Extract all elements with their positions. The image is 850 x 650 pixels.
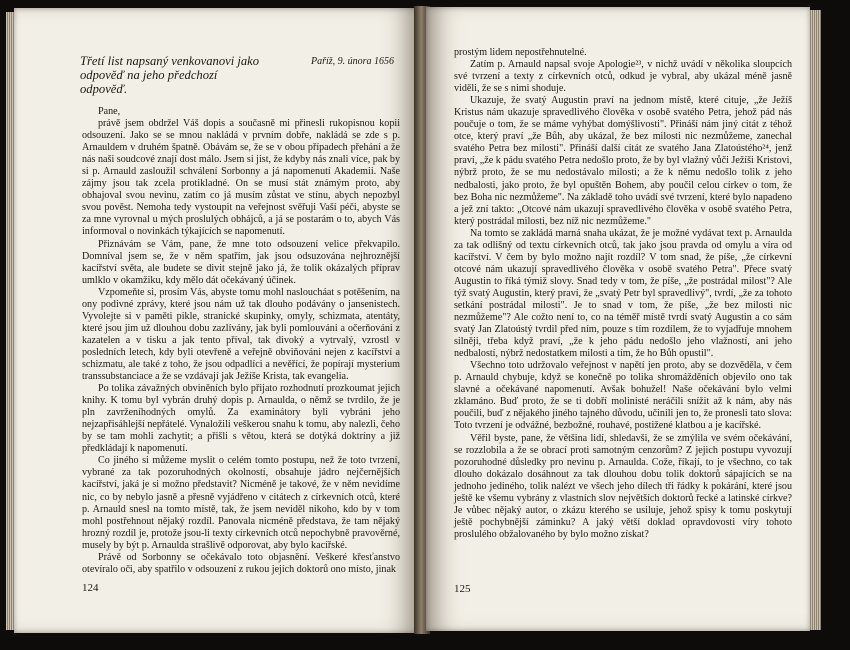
paragraph: Zatím p. Arnauld napsal svoje Apologie²³, v nichž uvádí v několika sloupcích své tvrzení a texty z církevních otců, odkud je vybral, aby ukázal méně jasně viděli, že se s nimi shoduje. [454, 59, 792, 95]
page-number-right: 125 [454, 583, 471, 595]
paragraph: prostým lidem nepostřehnutelné. [454, 47, 587, 58]
paragraph: Co jiného si můžeme myslit o celém tomto postupu, než že toto tvrzení, vybrané za tak pozoruhodných okolností, obsahuje jádro nejčernějších kacířství, jaká je si možno představit? Nicméně je takové, že v něm nevidíme nic, co by nebylo jasně a přesně vyjádřeno v citátech z církevních otců, které p. Arnauld snesl na tomto místě, tak, že jsem neviděl nikoho, kdo by v tom mohl postřehnout nějaký rozdíl. Panovala nicméně představa, že tam nějaký hrozný rozdíl je, protože jsou-li texty církevních otců nepochybně pravověrné, musely by být p. Arnaulda strašlivě odporovat, aby bylo kacířské. [82, 455, 400, 551]
paragraph: Věřil byste, pane, že většina lidí, shledavši, že se zmýlila ve svém očekávání, se rozzlobila a že se obrací proti samotným cenzorům? Z jejich postupu vyvozují pozoruhodné důsledky pro nevinu p. Arnaulda. Cože, říkají, to je všechno, co tak dlouho dokázalo dosáhnout za tak dlouhou dobu tolik doktorů sápajících se na jednoho jediného, tolik nalézt ve všech jeho dílech tři řádky k pokárání, které jsou ještě ke všemu vybrány z vlastních slov největších doktorů řecké a latinské církve? Je vůbec nějaký autor, o zkázu kterého se usiluje, jehož spisy k tomu poskytují ještě pochybnější záminku? A jaký větší doklad opravdovosti víry tohoto proslulého obžalovaného by bylo možno získat? [454, 432, 792, 540]
paragraph: Ukazuje, že svatý Augustin praví na jednom místě, které cituje, „že Ježíš Kristus nám ukazuje spravedlivého člověka v osobě svatého Petra, jehož pád nás poučuje o tom, že se máme vyhýbat domýšlivosti". Přináší nám jiný citát z téhož otce, který praví „že Bůh, aby ukázal, že bez milosti nic nezmůžeme, zanechal svatého Petra bez milosti". Přináší další citát ze svatého Jana Zlatoústého²⁴, jenž praví, „že k pádu svatého Petra nedošlo proto, že by byl vlažný vůči Ježíši Kristovi, nýbrž proto, že se mu nedostávalo milosti; a že k němu nedošlo tolik z jeho nedbalosti, jako proto, že byl opuštěn Bohem, aby poučil celou církev o tom, že bez Boha nic nezmůžeme". Na základě toho uvádí své tvrzení, které bylo napadeno a jež zní takto: „Otcové nám ukazují spravedlivého člověka v osobě svatého Petra, který postrádal milosti, bez níž nic nezmůžeme." [454, 95, 792, 227]
page-edges-right [809, 10, 821, 630]
paragraph: Všechno toto udržovalo veřejnost v napětí jen proto, aby se dozvěděla, v čem p. Arnauld chybuje, když se konečně po tolika shromážděních objevilo ono tak slavné a očekávané napomenutí. Avšak bohužel! Naše očekávání bylo velmi zklamáno. Buď proto, že se ti dobří molinisté neráčili snížit až k nám, aby nás poučili, buď z nějakého jiného tajného důvodu, učinili jen to, že pronesli tato slova: Toto tvrzení je odvážné, bezbožné, rouhavé, postižené klatbou a je kacířské. [454, 360, 792, 432]
place-date: Paříž, 9. února 1656 [311, 56, 395, 67]
right-page [426, 7, 810, 631]
left-body-text [82, 106, 400, 576]
letter-heading: Třetí list napsaný venkovanovi jako odpověď na jeho předchozí odpověď. [80, 54, 260, 97]
paragraph: Právě od Sorbonny se očekávalo toto objasnění. Veškeré křesťanstvo otevíralo oči, aby spatřilo v odsouzení z rukou jejích doktorů ono místo, jinak [82, 551, 400, 575]
left-page [14, 8, 419, 633]
paragraph: Vzpomeňte si, prosím Vás, abyste tomu mohl nasloucháat s potěšením, na ony podivné zprávy, které jsou nám už tak dlouho podávány o jansenistech. Vyvolejte si v paměti pikle, stranické skupinky, omyly, schizmata, atentáty, které jsou jim už dlouhou dobu zazlívány, jak byli pomlouváni a očerňováni z kazatelen a v tisku a jak tento příval, tak divoký a vytrvalý, vzrostl v posledních letech, kdy byli otevřeně a veřejně obviňováni nejen z kacířství a schizmatu, ale také z toho, že jsou odpadlíci a nevěřící, že popírají mysterium transsubstanciace a že se vzdávají jak Ježíše Krista, tak evangelia. [82, 286, 400, 383]
right-body-text [454, 47, 792, 541]
salutation: Pane, [98, 106, 121, 117]
paragraph: právě jsem obdržel Váš dopis a současně mi přinesli rukopisnou kopii odsouzení. Jako se se mnou nakládá v prvním dobře, nakládá se zde s p. Arnauldem v druhém špatně. Obávám se, že se v obou případech přehání a že nás naši soudcové znají dost málo. Jsem si jist, že kdyby nás znali více, pak by si p. Arnauld zasloužil schválení Sorbonny a já napomenutí Akademii. Naše zájmy jsou tak zcela protikladné. On se musí stát známým proto, aby obhajoval svou nevinu, zatím co já musím zůstat ve stínu, abych nepozbyl svou pověst. Nemoha tedy vystoupit na veřejnost svěřuji Vaší péči, abyste se za mne vyrovnal u mých proslulých obhájců, a já se postarám o to, abych Vás informoval o novinkách týkajících se napomenutí. [82, 118, 400, 238]
paragraph: Na tomto se zakládá marná snaha ukázat, že je možné vydávat text p. Arnaulda za tak odlišný od textu církevních otců, tak jako jsou pravda od omylu a víra od kacířství. V čem by bylo možno najít rozdíl? V tom snad, že píše, „že církevní otcové nám ukazují spravedlivého člověka v osobě svatého Petra". Přece svatý Augustin to říká týmiž slovy. Snad tedy v tom, že píše, „že postrádal milost"? Ale týž svatý Augustin, který praví, že „svatý Petr byl spravedlivý", tvrdí, „že za tohoto setkání postrádal milosti". Je to snad v tom, že píše, „že bez milosti nic nezmůžeme"? Ale cožto není to, co na téměř místě tvrdí svatý Augustin a co sám svatý Jan Zlatoústý tvrdil před ním, pouze s tím rozdílem, že to vyjadřuje mnohem silněji, třeba když praví, „že k jeho pádu nedošlo jeho vlažností, ani jeho nedbalostí, nýbrž nedostatkem milosti a tím, že ho Bůh opustil". [454, 227, 792, 360]
page-number-left: 124 [82, 582, 99, 594]
paragraph: Přiznávám se Vám, pane, že mne toto odsouzení velice překvapilo. Domníval jsem se, že v něm spatřím, jak jsou odsuzována nejhroznější kacířství světa, ale budete se divit stejně jako já, že tolik okázalých příprav umlklo v okamžiku, kdy mělo dát očekávaný účinek. [82, 238, 400, 286]
paragraph: Po tolika závažných obviněních bylo přijato rozhodnutí prozkoumat jejich knihy. K tomu byl vybrán druhý dopis p. Arnaulda, o němž se tvrdilo, že je pln zavrženíhodných omylů. Za examinátory byli vybráni jeho nejzapřisáhlejší nepřátelé. Vynaložili veškerou snahu k tomu, aby nalezli, čeho by se tam mohli zachytit; a přišli s větou, která se dotýká doktríny a již předkládají k napomenutí. [82, 383, 400, 455]
